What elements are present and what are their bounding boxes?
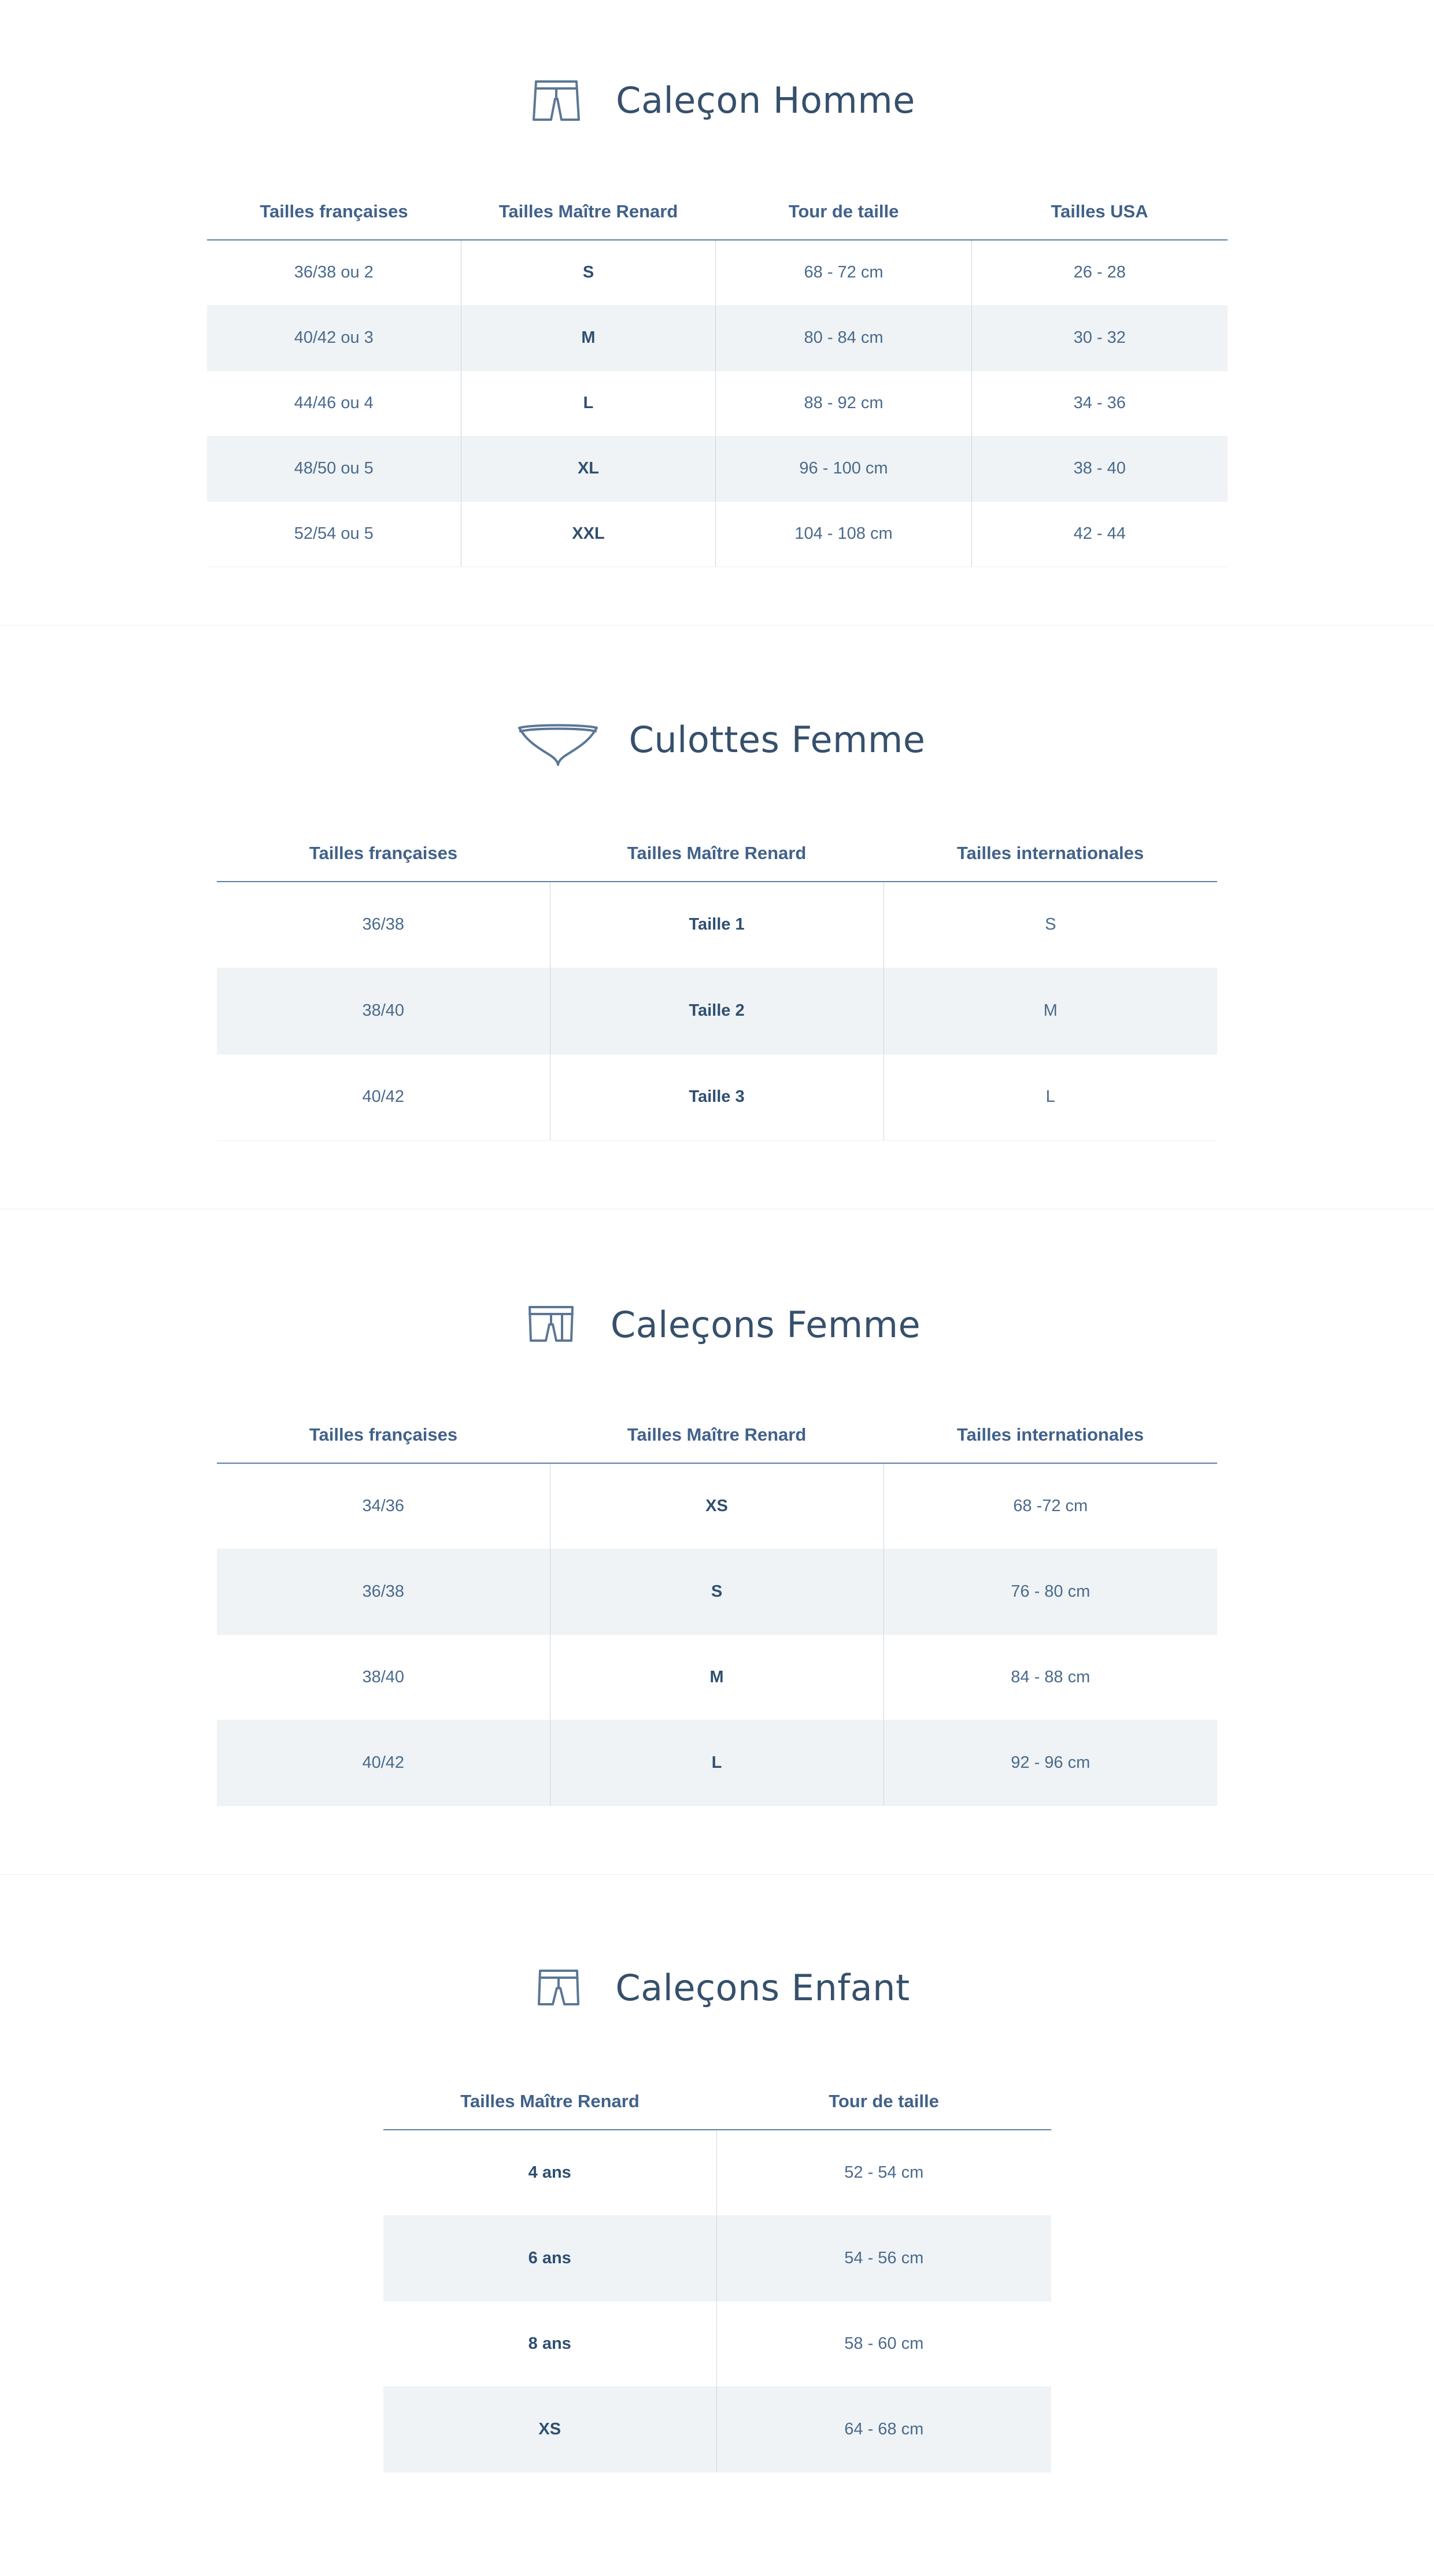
section-calecons-enfant — [0, 1875, 1434, 2553]
cell-taille-fr: 38/40 — [217, 1634, 550, 1720]
boxer-shorts-icon — [519, 63, 594, 138]
column-header: Tailles françaises — [260, 201, 408, 221]
table-row — [383, 2215, 1051, 2301]
cell-taille-mr: Taille 3 — [550, 1054, 884, 1140]
cell-taille-fr: 40/42 ou 3 — [207, 305, 461, 371]
page-title: Caleçon Homme — [616, 79, 915, 122]
cell-taille-mr: XS — [550, 1463, 884, 1549]
column-header: Tailles françaises — [309, 842, 458, 863]
table-row — [217, 1720, 1217, 1805]
table-row — [217, 968, 1217, 1054]
cell-taille-usa: 30 - 32 — [972, 305, 1228, 371]
cell-taille-mr: Taille 2 — [550, 968, 884, 1054]
page-title: Culottes Femme — [629, 719, 926, 761]
column-header: Tailles Maître Renard — [460, 2090, 640, 2111]
cell-taille-fr: 52/54 ou 5 — [207, 501, 461, 567]
section-heading-calecon-homme — [0, 50, 1434, 151]
column-header: Tailles Maître Renard — [627, 1424, 807, 1445]
table-row — [217, 1054, 1217, 1140]
cell-tour-de-taille: 54 - 56 cm — [717, 2215, 1051, 2301]
section-culottes-femme — [0, 626, 1434, 1209]
cell-taille-mr: XS — [383, 2386, 717, 2472]
size-table-culottes-femme — [217, 843, 1217, 1141]
cell-tour-de-taille: 52 - 54 cm — [717, 2130, 1051, 2216]
section-heading-calecons-femme — [0, 1274, 1434, 1376]
column-header: Tailles Maître Renard — [498, 201, 678, 221]
column-header: Tailles françaises — [309, 1424, 458, 1445]
cell-taille-internationale: 92 - 96 cm — [884, 1720, 1217, 1805]
column-header: Tailles USA — [1051, 201, 1148, 221]
cell-taille-mr: Taille 1 — [550, 882, 884, 968]
table-row — [217, 1634, 1217, 1720]
column-header: Tailles internationales — [956, 1424, 1144, 1445]
table-header-row — [217, 1424, 1217, 1463]
table-header-row — [207, 201, 1228, 240]
cell-tour-de-taille: 80 - 84 cm — [716, 305, 972, 371]
table-row — [207, 371, 1228, 436]
table-row — [217, 1549, 1217, 1634]
column-header: Tailles internationales — [956, 842, 1144, 863]
cell-taille-fr: 44/46 ou 4 — [207, 371, 461, 436]
section-heading-culottes-femme — [0, 689, 1434, 791]
table-row — [217, 1463, 1217, 1549]
cell-tour-de-taille: 58 - 60 cm — [717, 2301, 1051, 2386]
page-title: Caleçons Enfant — [615, 1967, 910, 2009]
cell-taille-mr: M — [461, 305, 716, 371]
cell-taille-usa: 34 - 36 — [972, 371, 1228, 436]
cell-taille-fr: 38/40 — [217, 968, 550, 1054]
cell-taille-fr: 40/42 — [217, 1720, 550, 1805]
table-row — [207, 240, 1228, 306]
cell-taille-mr: S — [461, 240, 716, 306]
cell-taille-mr: 4 ans — [383, 2130, 717, 2216]
table-row — [217, 882, 1217, 968]
column-header: Tailles Maître Renard — [627, 842, 807, 863]
table-header-row — [383, 2091, 1051, 2130]
cell-taille-internationale: 84 - 88 cm — [884, 1634, 1217, 1720]
table-row — [207, 305, 1228, 371]
womens-boxer-icon — [513, 1287, 589, 1363]
cell-taille-mr: L — [461, 371, 716, 436]
page-title: Caleçons Femme — [610, 1304, 921, 1346]
cell-taille-fr: 36/38 — [217, 882, 550, 968]
cell-taille-fr: 40/42 — [217, 1054, 550, 1140]
cell-taille-internationale: L — [884, 1054, 1217, 1140]
section-calecons-femme — [0, 1209, 1434, 1874]
cell-taille-fr: 48/50 ou 5 — [207, 436, 461, 501]
table-row — [207, 501, 1228, 567]
table-row — [383, 2301, 1051, 2386]
table-row — [207, 436, 1228, 501]
cell-tour-de-taille: 68 - 72 cm — [716, 240, 972, 306]
cell-tour-de-taille: 96 - 100 cm — [716, 436, 972, 501]
cell-taille-usa: 42 - 44 — [972, 501, 1228, 567]
cell-taille-usa: 26 - 28 — [972, 240, 1228, 306]
cell-taille-internationale: M — [884, 968, 1217, 1054]
table-header-row — [217, 843, 1217, 882]
cell-taille-usa: 38 - 40 — [972, 436, 1228, 501]
column-header: Tour de taille — [829, 2090, 939, 2111]
table-row — [383, 2130, 1051, 2216]
cell-tour-de-taille: 104 - 108 cm — [716, 501, 972, 567]
cell-taille-mr: XL — [461, 436, 716, 501]
section-heading-calecons-enfant — [0, 1937, 1434, 2039]
cell-taille-mr: XXL — [461, 501, 716, 567]
cell-taille-mr: 8 ans — [383, 2301, 717, 2386]
cell-taille-internationale: 68 -72 cm — [884, 1463, 1217, 1549]
cell-taille-mr: M — [550, 1634, 884, 1720]
column-header: Tour de taille — [788, 201, 899, 221]
kids-boxer-icon — [524, 1953, 593, 2023]
cell-taille-mr: S — [550, 1549, 884, 1634]
cell-taille-fr: 34/36 — [217, 1463, 550, 1549]
cell-taille-mr: 6 ans — [383, 2215, 717, 2301]
panties-icon — [509, 702, 607, 778]
cell-tour-de-taille: 64 - 68 cm — [717, 2386, 1051, 2472]
cell-taille-mr: L — [550, 1720, 884, 1805]
cell-taille-fr: 36/38 — [217, 1549, 550, 1634]
section-calecon-homme — [0, 0, 1434, 625]
cell-tour-de-taille: 88 - 92 cm — [716, 371, 972, 436]
table-row — [383, 2386, 1051, 2472]
size-table-calecons-femme — [217, 1424, 1217, 1806]
size-table-calecons-enfant — [383, 2091, 1051, 2473]
cell-taille-internationale: S — [884, 882, 1217, 968]
cell-taille-internationale: 76 - 80 cm — [884, 1549, 1217, 1634]
cell-taille-fr: 36/38 ou 2 — [207, 240, 461, 306]
size-table-calecon-homme — [207, 201, 1228, 567]
